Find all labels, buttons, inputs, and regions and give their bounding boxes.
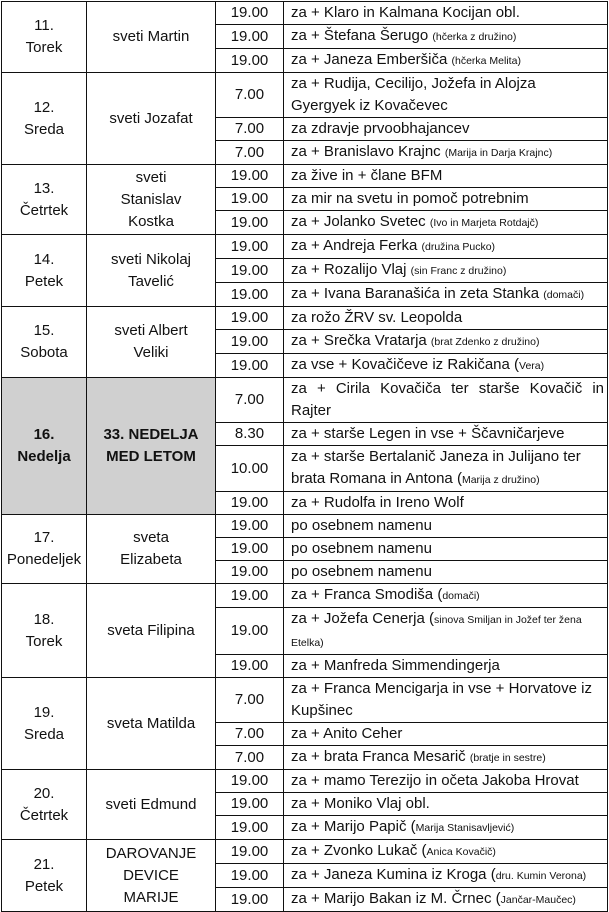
mass-intention xyxy=(284,608,608,655)
mass-intention xyxy=(284,118,608,141)
intention-donor-note: (Marija in Darja Krajnc) xyxy=(444,147,553,159)
intention-donor-note: (domači) xyxy=(543,289,585,301)
day-name: Petek xyxy=(24,877,64,895)
mass-intention xyxy=(284,584,608,608)
saint-cell xyxy=(87,515,216,584)
day-number: 17. xyxy=(33,529,55,546)
mass-intention xyxy=(284,211,608,235)
day-cell xyxy=(2,678,87,770)
mass-intention xyxy=(284,73,608,118)
mass-intention xyxy=(284,723,608,746)
mass-time: 19.00 xyxy=(216,864,284,888)
mass-time: 19.00 xyxy=(216,816,284,840)
mass-time: 19.00 xyxy=(216,25,284,49)
day-number: 18. xyxy=(33,610,55,628)
intention-donor-note: Marija Stanisavljević) xyxy=(415,822,515,834)
mass-intention xyxy=(284,330,608,354)
intention-text: za + Andreja Ferka xyxy=(291,237,422,254)
intention-text: za + Marijo Bakan iz M. Črnec ( xyxy=(291,890,501,907)
intention-text: po osebnem namenu xyxy=(291,563,432,580)
mass-intention xyxy=(284,259,608,283)
day-number: 12. xyxy=(33,98,55,116)
intention-text: za + Klaro in Kalmana Kocijan obl. xyxy=(291,4,520,21)
saint-cell xyxy=(87,73,216,165)
intention-text: za + Štefana Šerugo xyxy=(291,27,433,44)
day-cell xyxy=(2,584,87,678)
mass-row xyxy=(2,515,608,538)
mass-intention xyxy=(284,538,608,561)
day-number: 19. xyxy=(33,703,55,721)
mass-intention xyxy=(284,888,608,912)
intention-text: za žive in + člane BFM xyxy=(291,167,443,184)
intention-donor-note: domači) xyxy=(442,590,480,602)
day-number: 14. xyxy=(33,250,55,268)
mass-time: 7.00 xyxy=(216,141,284,165)
mass-row xyxy=(2,584,608,608)
mass-time: 19.00 xyxy=(216,165,284,188)
intention-donor-note: (Ivo in Marjeta Rotdajč) xyxy=(429,217,539,229)
intention-donor-note: (sin Franc z družino) xyxy=(410,265,507,277)
mass-intention xyxy=(284,793,608,816)
day-name: Ponedeljek xyxy=(6,551,82,568)
mass-intention xyxy=(284,235,608,259)
intention-donor-note: Anica Kovačič) xyxy=(426,846,496,858)
mass-time: 19.00 xyxy=(216,888,284,912)
saint-cell xyxy=(87,678,216,770)
mass-time: 8.30 xyxy=(216,423,284,446)
mass-row xyxy=(2,678,608,723)
mass-intention xyxy=(284,840,608,864)
intention-donor-note: (hčerka Melita) xyxy=(451,55,521,67)
saint-name-line: Veliki xyxy=(133,344,169,361)
intention-donor-note: (hčerka z družino) xyxy=(432,31,517,43)
saint-name-line: MED LETOM xyxy=(106,448,196,465)
day-name: Nedelja xyxy=(17,448,71,465)
saint-name-line: sveta Filipina xyxy=(107,621,195,639)
mass-time: 19.00 xyxy=(216,354,284,378)
intention-text: za mir na svetu in pomoč potrebnim xyxy=(291,190,529,207)
mass-row xyxy=(2,165,608,188)
saint-name-line: Tavelić xyxy=(128,272,174,290)
mass-time: 19.00 xyxy=(216,283,284,307)
intention-text: za + Jolanko Svetec xyxy=(291,213,430,230)
mass-row xyxy=(2,770,608,793)
intention-text: za vse + Kovačičeve iz Rakičana ( xyxy=(291,356,520,373)
mass-time: 19.00 xyxy=(216,492,284,515)
intention-donor-note: Marija z družino) xyxy=(461,474,540,486)
day-name: Četrtek xyxy=(19,806,69,824)
intention-donor-note: (bratje in sestre) xyxy=(469,752,546,764)
saint-name-line: 33. NEDELJA xyxy=(103,426,199,443)
intention-text: za + Janeza Kumina iz Kroga ( xyxy=(291,866,496,883)
intention-text: po osebnem namenu xyxy=(291,540,432,557)
day-name: Četrtek xyxy=(19,201,69,219)
intention-text: po osebnem namenu xyxy=(291,517,432,534)
day-name: Sreda xyxy=(23,120,65,138)
mass-time: 7.00 xyxy=(216,678,284,723)
mass-intention xyxy=(284,864,608,888)
day-cell xyxy=(2,840,87,912)
mass-time: 19.00 xyxy=(216,211,284,235)
intention-text: za zdravje prvoobhajancev xyxy=(291,120,470,137)
intention-text: za + Anito Ceher xyxy=(291,725,403,742)
mass-intention xyxy=(284,515,608,538)
saint-cell xyxy=(87,840,216,912)
day-number: 15. xyxy=(33,322,55,339)
mass-time: 19.00 xyxy=(216,235,284,259)
mass-intention xyxy=(284,678,608,723)
mass-time: 19.00 xyxy=(216,330,284,354)
mass-intention xyxy=(284,492,608,515)
day-cell xyxy=(2,378,87,515)
day-number: 21. xyxy=(33,855,55,873)
intention-text: za + starše Bertalanič Janeza in Julijano ter brata Romana in Antona ( xyxy=(291,448,581,487)
intention-text: za + Ivana Baranašića in zeta Stanka xyxy=(291,285,544,302)
mass-row xyxy=(2,378,608,423)
intention-text: za + Cirila Kovačiča ter starše Kovačič in Rajter xyxy=(291,380,604,419)
mass-row xyxy=(2,2,608,25)
mass-time: 19.00 xyxy=(216,49,284,73)
mass-schedule-table xyxy=(1,1,608,912)
mass-row xyxy=(2,235,608,259)
intention-donor-note: Jančar-Maučec) xyxy=(500,894,576,906)
intention-text: za rožo ŽRV sv. Leopolda xyxy=(291,309,463,326)
day-cell xyxy=(2,165,87,235)
intention-text: za + mamo Terezijo in očeta Jakoba Hrovat xyxy=(291,772,579,789)
mass-intention xyxy=(284,746,608,770)
saint-name-line: Stanislav xyxy=(120,190,182,208)
mass-time: 19.00 xyxy=(216,770,284,793)
mass-time: 19.00 xyxy=(216,515,284,538)
intention-text: za + Manfreda Simmendingerja xyxy=(291,657,500,674)
intention-text: za + Rudija, Cecilijo, Jožefa in Alojza Gyergyek iz Kovačevec xyxy=(291,75,536,114)
mass-intention xyxy=(284,283,608,307)
mass-time: 19.00 xyxy=(216,259,284,283)
mass-intention xyxy=(284,354,608,378)
day-name: Torek xyxy=(25,39,63,56)
saint-cell xyxy=(87,770,216,840)
mass-row xyxy=(2,73,608,118)
saint-name-line: sveti Jozafat xyxy=(109,109,193,127)
intention-text: za + Branislavo Krajnc xyxy=(291,143,445,160)
day-name: Torek xyxy=(25,632,63,650)
mass-intention xyxy=(284,2,608,25)
mass-time: 7.00 xyxy=(216,378,284,423)
intention-donor-note: sinova Smiljan in Jožef ter žena Etelka) xyxy=(291,614,582,649)
mass-intention xyxy=(284,141,608,165)
mass-intention xyxy=(284,446,608,492)
saint-cell xyxy=(87,584,216,678)
mass-time: 19.00 xyxy=(216,793,284,816)
mass-intention xyxy=(284,307,608,330)
day-cell xyxy=(2,235,87,307)
intention-text: za + Moniko Vlaj obl. xyxy=(291,795,430,812)
saint-name-line: Elizabeta xyxy=(120,551,182,568)
mass-time: 7.00 xyxy=(216,723,284,746)
mass-time: 19.00 xyxy=(216,188,284,211)
intention-text: za + Srečka Vratarja xyxy=(291,332,431,349)
mass-intention xyxy=(284,816,608,840)
day-number: 20. xyxy=(33,784,55,802)
saint-name-line: sveta Matilda xyxy=(106,714,196,732)
intention-donor-note: (družina Pucko) xyxy=(421,241,496,253)
mass-intention xyxy=(284,561,608,584)
day-number: 16. xyxy=(33,426,55,443)
intention-donor-note: dru. Kumin Verona) xyxy=(495,870,587,882)
mass-row xyxy=(2,307,608,330)
intention-text: za + starše Legen in vse + Ščavničarjeve xyxy=(291,425,565,442)
intention-text: za + Franca Mencigarja in vse + Horvatove iz Kupšinec xyxy=(291,680,592,719)
intention-text: za + Rudolfa in Ireno Wolf xyxy=(291,494,464,511)
mass-time: 19.00 xyxy=(216,307,284,330)
schedule-body xyxy=(2,2,608,912)
mass-time: 19.00 xyxy=(216,608,284,655)
day-cell xyxy=(2,770,87,840)
day-number: 11. xyxy=(34,17,54,34)
mass-time: 7.00 xyxy=(216,73,284,118)
intention-text: za + Zvonko Lukač ( xyxy=(291,842,427,859)
mass-intention xyxy=(284,378,608,423)
day-name: Sobota xyxy=(20,344,68,361)
intention-donor-note: Vera) xyxy=(519,360,545,372)
intention-text: za + Rozalijo Vlaj xyxy=(291,261,411,278)
mass-time: 19.00 xyxy=(216,584,284,608)
day-name: Petek xyxy=(24,272,64,290)
mass-time: 19.00 xyxy=(216,561,284,584)
saint-cell xyxy=(87,307,216,378)
saint-cell xyxy=(87,165,216,235)
saint-cell xyxy=(87,2,216,73)
day-cell xyxy=(2,515,87,584)
day-cell xyxy=(2,73,87,165)
mass-time: 19.00 xyxy=(216,2,284,25)
saint-cell xyxy=(87,378,216,515)
mass-intention xyxy=(284,770,608,793)
saint-name-line: sveti Albert xyxy=(114,322,188,339)
mass-time: 19.00 xyxy=(216,538,284,561)
saint-name-line: DAROVANJE xyxy=(105,844,197,862)
mass-intention xyxy=(284,165,608,188)
day-cell xyxy=(2,307,87,378)
intention-text: za + Jožefa Cenerja ( xyxy=(291,610,434,627)
intention-text: za + Franca Smodiša ( xyxy=(291,586,443,603)
day-number: 13. xyxy=(33,179,55,197)
mass-intention xyxy=(284,188,608,211)
mass-time: 19.00 xyxy=(216,655,284,678)
saint-name-line: Kostka xyxy=(128,212,174,230)
mass-time: 19.00 xyxy=(216,840,284,864)
saint-name-line: sveta xyxy=(133,529,169,546)
saint-name-line: sveti xyxy=(135,168,167,186)
saint-name-line: MARIJE xyxy=(123,888,179,906)
mass-intention xyxy=(284,49,608,73)
mass-intention xyxy=(284,423,608,446)
mass-intention xyxy=(284,25,608,49)
mass-row xyxy=(2,840,608,864)
intention-text: za + Janeza Emberšiča xyxy=(291,51,452,68)
intention-text: za + brata Franca Mesarič xyxy=(291,748,470,765)
mass-time: 7.00 xyxy=(216,118,284,141)
saint-name-line: sveti Martin xyxy=(112,28,190,45)
mass-time: 7.00 xyxy=(216,746,284,770)
day-name: Sreda xyxy=(23,725,65,743)
mass-intention xyxy=(284,655,608,678)
day-cell xyxy=(2,2,87,73)
mass-time: 10.00 xyxy=(216,446,284,492)
intention-donor-note: (brat Zdenko z družino) xyxy=(430,336,540,348)
saint-name-line: sveti Nikolaj xyxy=(110,250,192,268)
saint-name-line: DEVICE xyxy=(123,866,179,884)
saint-name-line: sveti Edmund xyxy=(105,795,197,813)
intention-text: za + Marijo Papič ( xyxy=(291,818,416,835)
saint-cell xyxy=(87,235,216,307)
